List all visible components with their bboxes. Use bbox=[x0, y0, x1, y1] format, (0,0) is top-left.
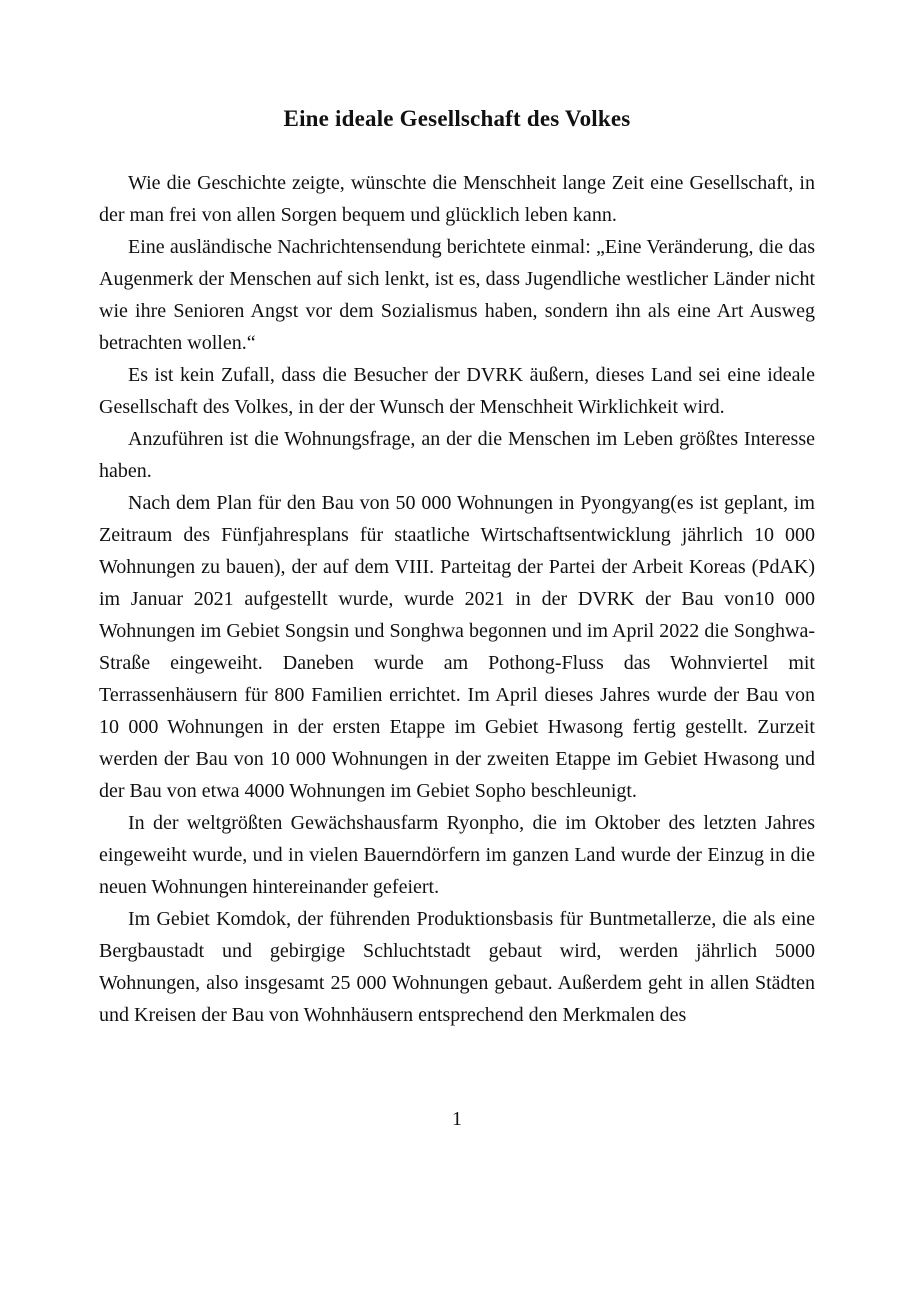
paragraph: Anzuführen ist die Wohnungsfrage, an der die Menschen im Leben größtes Interesse haben. bbox=[99, 428, 815, 482]
document-body bbox=[99, 167, 815, 1031]
paragraph: Es ist kein Zufall, dass die Besucher der DVRK äußern, dieses Land sei eine ideale Gesellschaft des Volkes, in der der Wunsch der Menschheit Wirklichkeit wird. bbox=[99, 364, 815, 418]
paragraph: Eine ausländische Nachrichtensendung berichtete einmal: „Eine Veränderung, die das Augenmerk der Menschen auf sich lenkt, ist es, dass Jugendliche westlicher Länder nicht wie ihre Senioren Angst vor dem Sozialismus haben, sondern ihn als eine Art Ausweg betrachten wollen.“ bbox=[99, 236, 815, 354]
paragraph: Wie die Geschichte zeigte, wünschte die Menschheit lange Zeit eine Gesellschaft, in der man frei von allen Sorgen bequem und glücklich leben kann. bbox=[99, 172, 815, 226]
document-title: Eine ideale Gesellschaft des Volkes bbox=[283, 106, 631, 131]
page-number: 1 bbox=[452, 1108, 462, 1130]
paragraph: Nach dem Plan für den Bau von 50 000 Wohnungen in Pyongyang(es ist geplant, im Zeitraum des Fünfjahresplans für staatliche Wirtschaftsentwicklung jährlich 10 000 Wohnungen zu bauen), der auf dem VIII. Parteitag der Partei der Arbeit Koreas (PdAK) im Januar 2021 aufgestellt wurde, wurde 2021 in der DVRK der Bau von10 000 Wohnungen im Gebiet Songsin und Songhwa begonnen und im April 2022 die Songhwa-Straße eingeweiht. Daneben wurde am Pothong-Fluss das Wohnviertel mit Terrassenhäusern für 800 Familien errichtet. Im April dieses Jahres wurde der Bau von 10 000 Wohnungen in der ersten Etappe im Gebiet Hwasong fertig gestellt. Zurzeit werden der Bau von 10 000 Wohnungen in der zweiten Etappe im Gebiet Hwasong und der Bau von etwa 4000 Wohnungen im Gebiet Sopho beschleunigt. bbox=[99, 492, 815, 802]
paragraph: Im Gebiet Komdok, der führenden Produktionsbasis für Buntmetallerze, die als eine Bergbaustadt und gebirgige Schluchtstadt gebaut wird, werden jährlich 5000 Wohnungen, also insgesamt 25 000 Wohnungen gebaut. Außerdem geht in allen Städten und Kreisen der Bau von Wohnhäusern entsprechend den Merkmalen des bbox=[99, 908, 815, 1026]
document-content bbox=[99, 0, 815, 1031]
paragraph: In der weltgrößten Gewächshausfarm Ryonpho, die im Oktober des letzten Jahres eingeweiht wurde, und in vielen Bauerndörfern im ganzen Land wurde der Einzug in die neuen Wohnungen hintereinander gefeiert. bbox=[99, 812, 815, 898]
